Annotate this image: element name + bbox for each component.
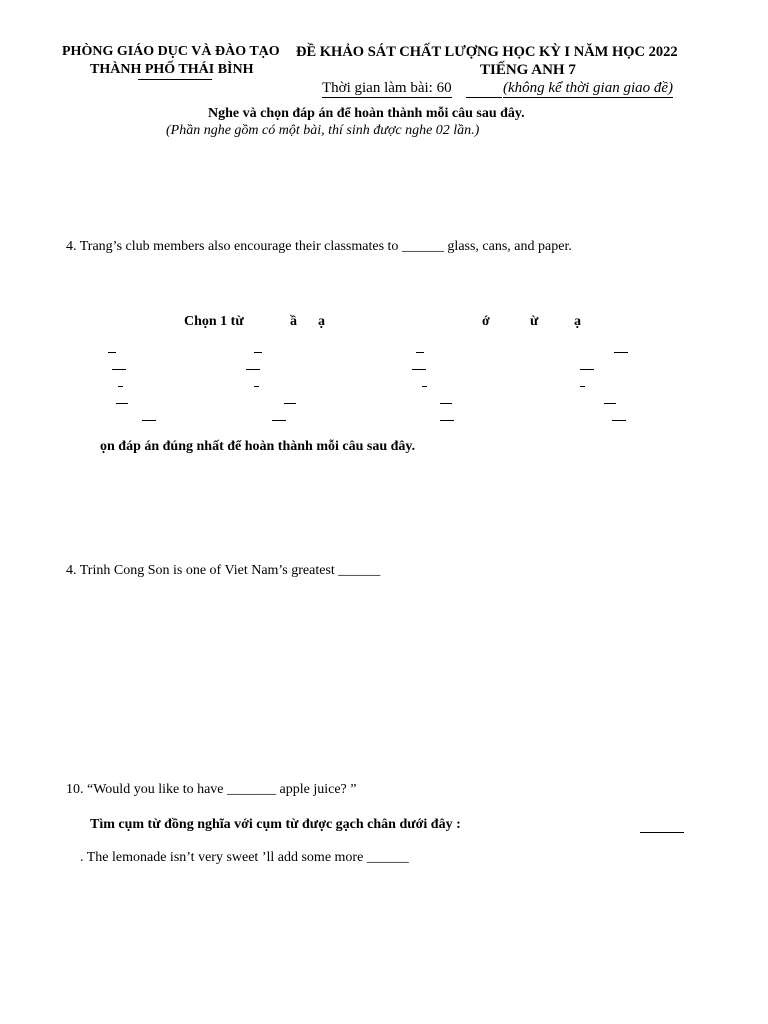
subject-title: TIẾNG ANH 7 (480, 62, 576, 78)
answer-blank (246, 369, 260, 370)
city-underline (138, 79, 212, 80)
department-name: PHÒNG GIÁO DỤC VÀ ĐÀO TẠO (62, 44, 280, 59)
answer-blank (412, 369, 426, 370)
question-4-listening: 4. Trang’s club members also encourage their classmates to ______ glass, cans, and paper. (66, 239, 572, 254)
synonym-answer-blank (640, 832, 684, 833)
answer-blank (116, 403, 128, 404)
time-underline-gap (466, 97, 502, 98)
synonym-sentence: . The lemonade isn’t very sweet ’ll add some more ______ (80, 850, 409, 865)
answer-blank (142, 420, 156, 421)
listening-note: (Phần nghe gồm có một bài, thí sinh được nghe 02 lần.) (166, 123, 480, 138)
answer-blank (422, 386, 427, 387)
answer-blank (272, 420, 286, 421)
answer-blank (112, 369, 126, 370)
answer-blank (614, 352, 628, 353)
word-choice-fragment: ừ (530, 314, 539, 329)
time-note: (không kể thời gian giao đề) (503, 80, 674, 96)
question-4-grammar: 4. Trinh Cong Son is one of Viet Nam’s greatest ______ (66, 563, 381, 578)
listening-instruction: Nghe và chọn đáp án để hoàn thành mỗi câu sau đây. (208, 106, 525, 121)
answer-blank (580, 386, 585, 387)
answer-blank (440, 420, 454, 421)
answer-blank (118, 386, 123, 387)
city-name: THÀNH PHỐ THÁI BÌNH (90, 62, 254, 77)
time-allowed: Thời gian làm bài: 60 (322, 80, 452, 96)
word-choice-fragment: ớ (482, 314, 490, 329)
answer-blank (254, 352, 262, 353)
question-10: 10. “Would you like to have _______ apple juice? ” (66, 782, 357, 797)
word-choice-heading: Chọn 1 từ (184, 314, 244, 329)
answer-blank (604, 403, 616, 404)
answer-blank (254, 386, 259, 387)
answer-blank (580, 369, 594, 370)
word-choice-fragment: ạ (574, 314, 581, 329)
answer-blank (284, 403, 296, 404)
answer-blank (416, 352, 424, 353)
word-choice-fragment: ạ (318, 314, 325, 329)
word-choice-fragment: ầ (290, 314, 297, 329)
synonym-instruction: Tìm cụm từ đồng nghĩa với cụm từ được gạch chân dưới đây : (90, 817, 461, 832)
answer-blank (108, 352, 116, 353)
section-b-instruction: ọn đáp án đúng nhất để hoàn thành mỗi câu sau đây. (100, 439, 416, 454)
exam-title: ĐỀ KHẢO SÁT CHẤT LƯỢNG HỌC KỲ I NĂM HỌC 2022 (296, 44, 678, 60)
answer-blank (612, 420, 626, 421)
answer-blank (440, 403, 452, 404)
